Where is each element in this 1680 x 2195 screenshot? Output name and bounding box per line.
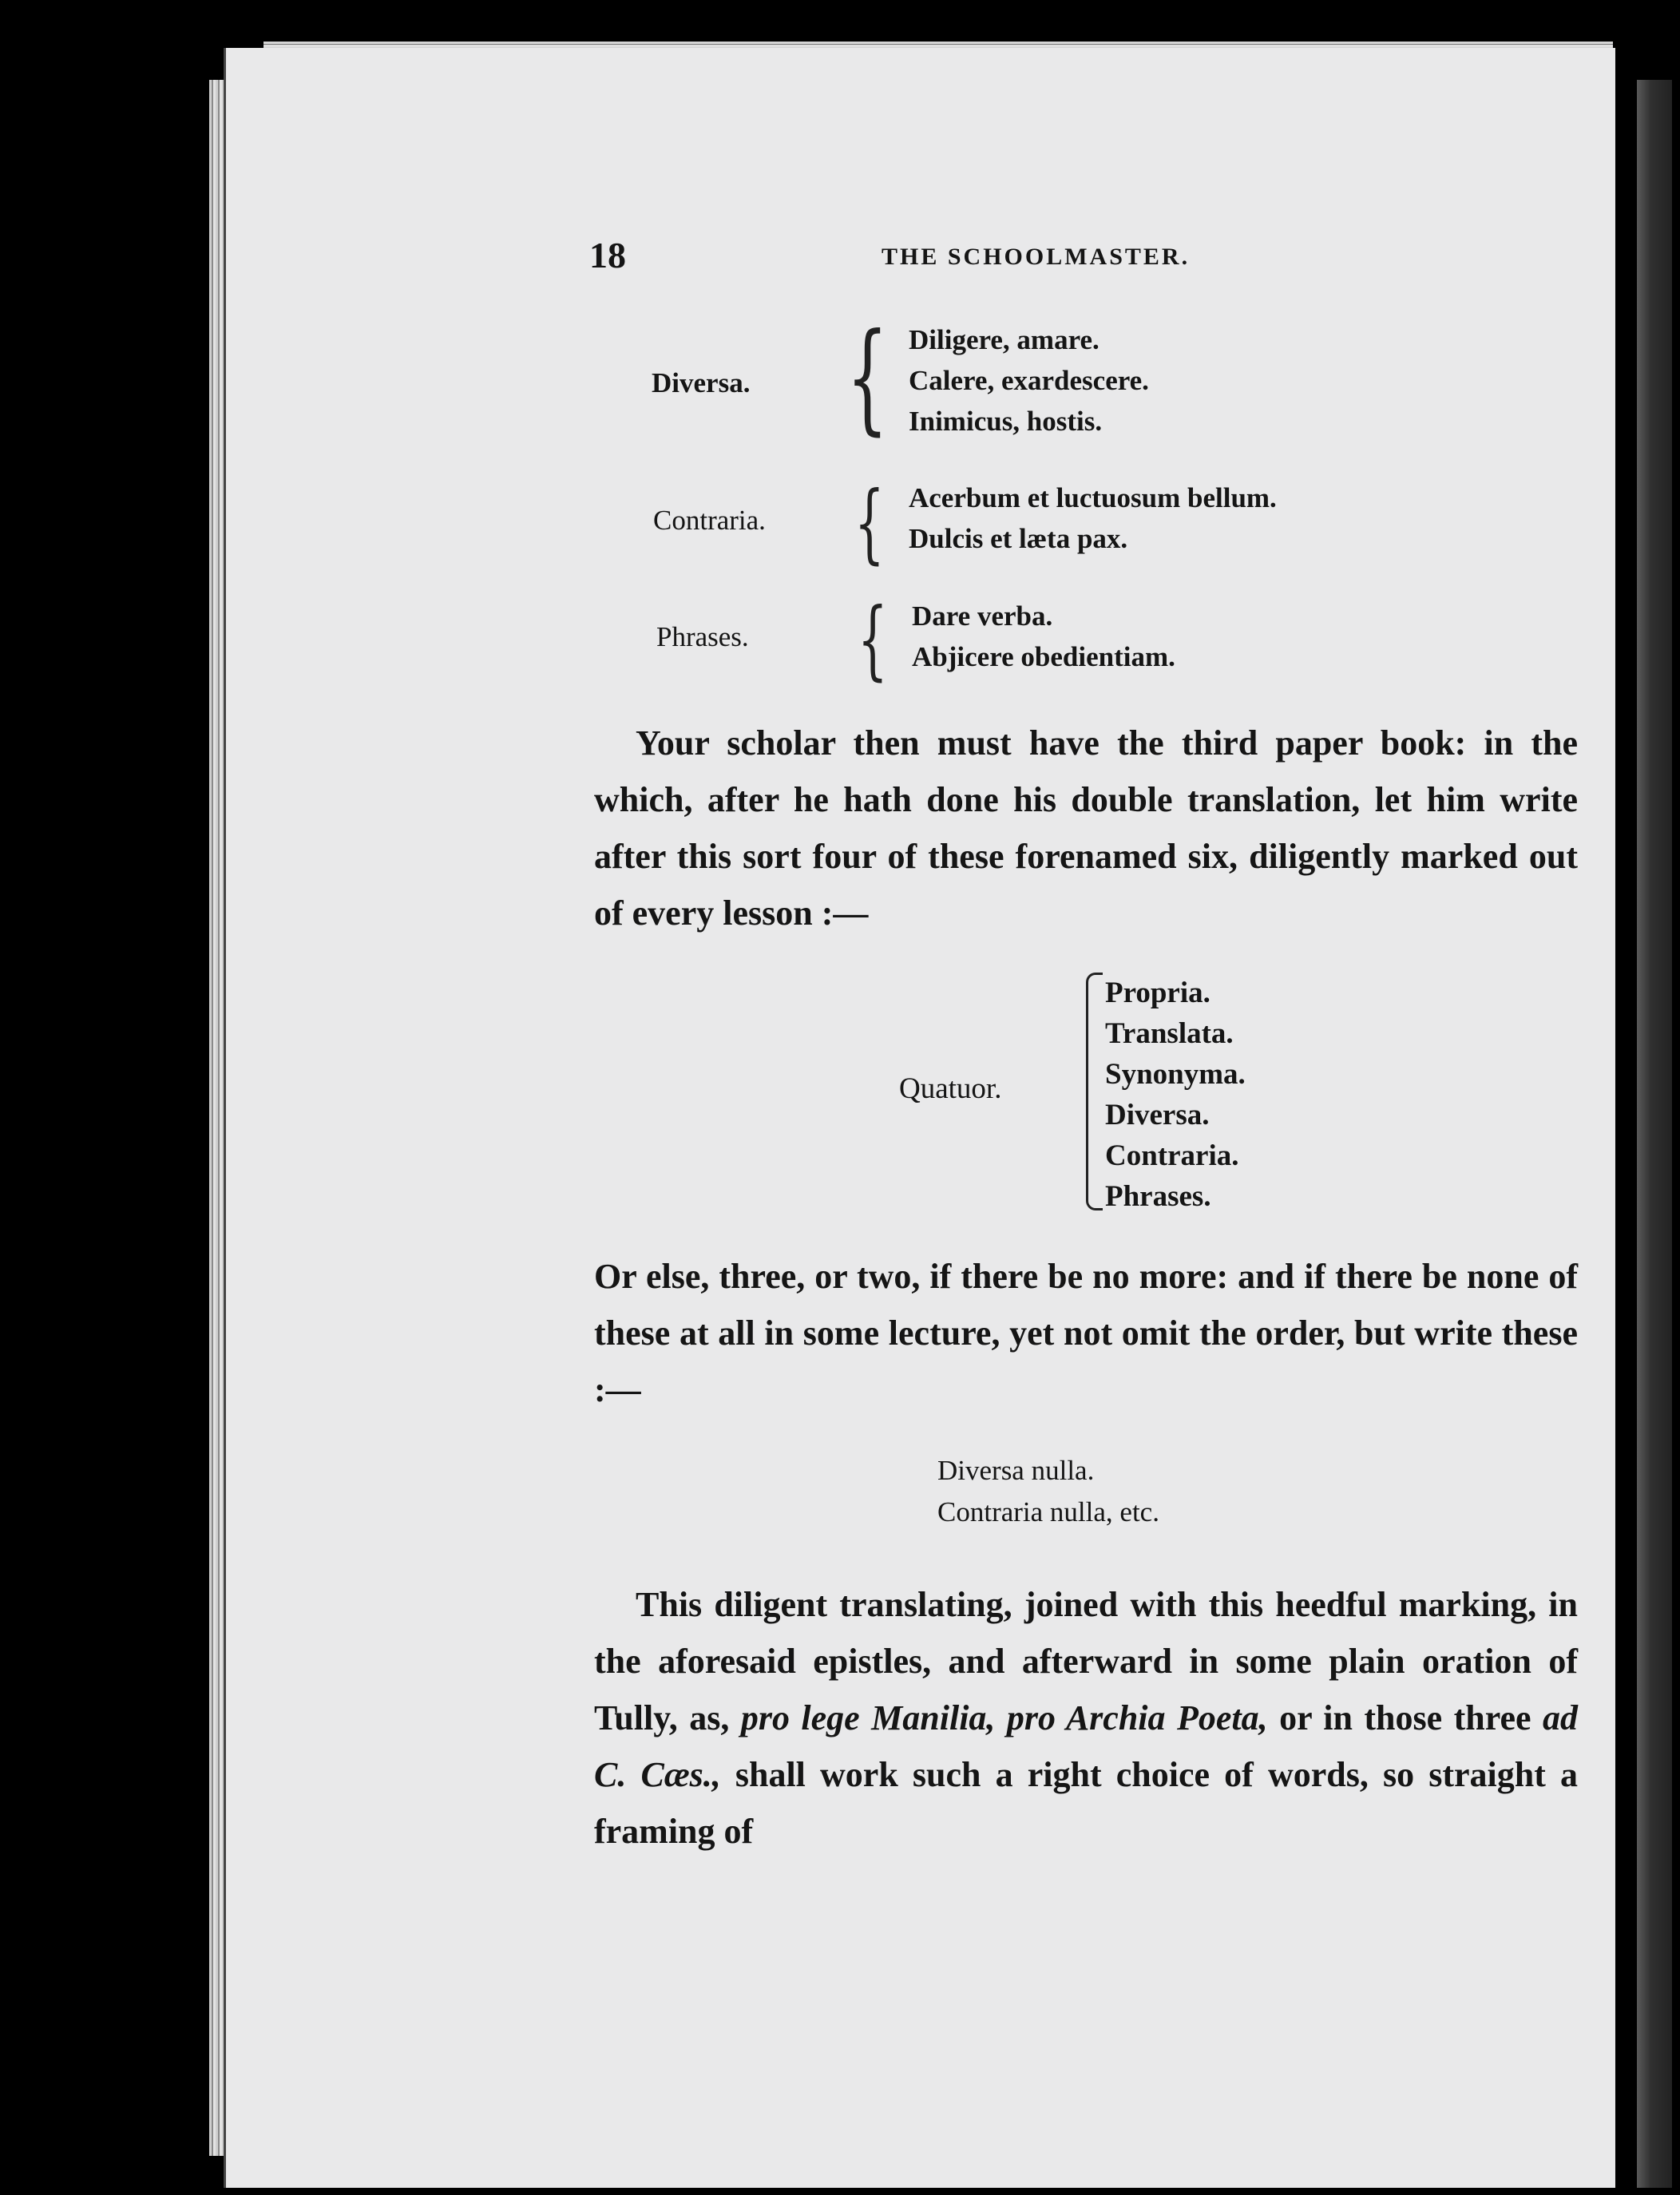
paragraph-third-paper-book [594,715,1578,941]
group-items [912,596,1175,677]
group-item: Acerbum et luctuosum bellum. [909,482,1277,513]
group-label: Phrases. [656,621,749,652]
paragraph-diligent-translating [594,1576,1578,1860]
paragraph-text: Or else, three, or two, if there be no more: and if there be none of these at all in some lecture, yet not omit the order, but write these :— [594,1257,1578,1409]
running-title: THE SCHOOLMASTER. [882,244,1191,270]
page-header [589,234,1581,274]
italic-title: pro lege Manilia, pro Archia Poeta, [740,1698,1268,1737]
quatuor-item: Synonyma. [1105,1058,1246,1091]
page-number: 18 [589,235,626,275]
group-label: Contraria. [653,505,766,536]
book-right-edge [1637,80,1672,2188]
group-label: Diversa. [652,367,751,398]
group-item: Calere, exardescere. [909,365,1149,396]
quatuor-item: Phrases. [1105,1180,1211,1213]
bracket-icon [1086,973,1103,1210]
group-item: Dulcis et læta pax. [909,523,1128,554]
quatuor-label: Quatuor. [899,1072,1002,1105]
quatuor-items [1105,973,1246,1217]
italic-title: ad C. Cæs., [594,1698,1578,1794]
group-item: Abjicere obedientiam. [912,641,1175,672]
group-item: Dare verba. [912,600,1053,632]
nulla-line: Contraria nulla, etc. [937,1496,1159,1527]
group-item: Diligere, amare. [909,324,1100,355]
quatuor-item: Contraria. [1105,1139,1239,1172]
paragraph-or-else [594,1248,1578,1418]
brace-icon: { [858,590,888,690]
quatuor-item: Translata. [1105,1017,1234,1050]
nulla-lines [937,1450,1159,1533]
text-span: shall work such a right choice of words, so straight a framing of [594,1755,1578,1851]
text-span: This diligent translating, joined with this heedful marking, in the aforesaid epistles, and afterward in some plain oration of Tully, as, [594,1585,1578,1737]
group-items [909,319,1149,442]
quatuor-item: Diversa. [1105,1099,1210,1131]
nulla-line: Diversa nulla. [937,1455,1095,1486]
brace-icon: { [846,308,889,447]
text-span: or in those three [1267,1698,1543,1737]
quatuor-item: Propria. [1105,977,1210,1009]
paragraph-text [594,1576,1578,1860]
group-items [909,477,1277,559]
brace-icon: { [854,473,885,573]
group-item: Inimicus, hostis. [909,406,1103,437]
paragraph-text: Your scholar then must have the third paper book: in the which, after he hath done his double translation, let him write after this sort four of these forenamed six, diligently marked out of every lesson :— [594,723,1578,933]
